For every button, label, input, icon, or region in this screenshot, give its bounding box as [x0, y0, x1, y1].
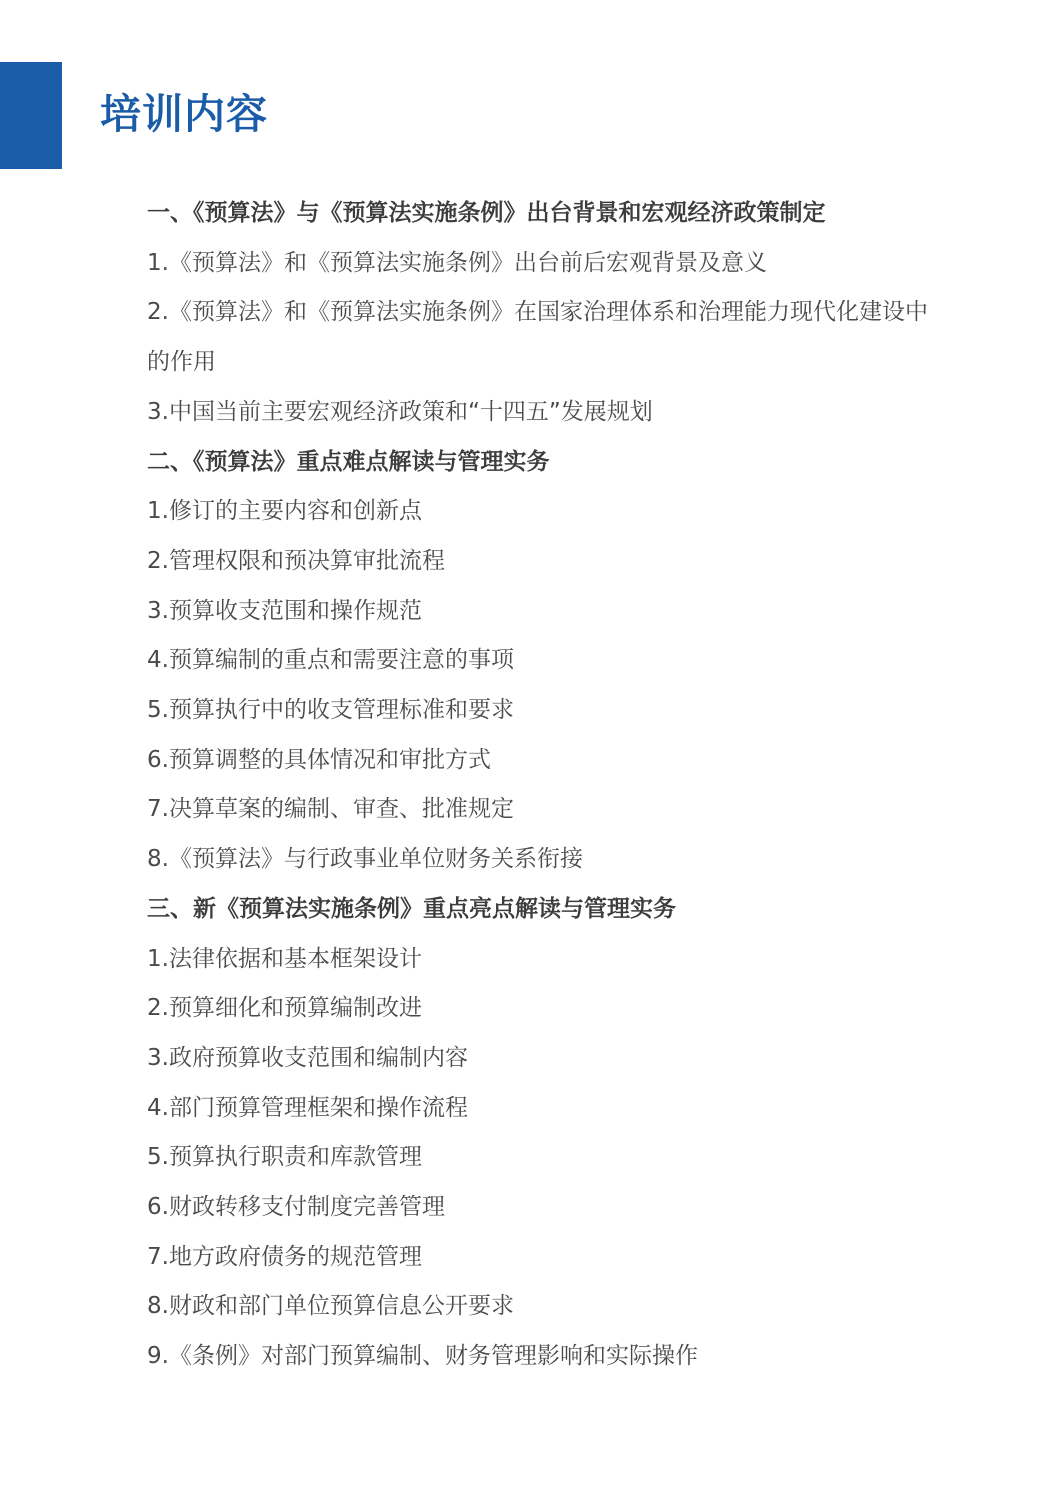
- section-1: [147, 189, 947, 438]
- list-item: 5.预算执行职责和库款管理: [147, 1144, 422, 1171]
- title-accent-bar: [0, 62, 62, 169]
- list-item: 6.预算调整的具体情况和审批方式: [147, 746, 491, 773]
- list-item: 6.财政转移支付制度完善管理: [147, 1194, 445, 1221]
- list-item: 1.《预算法》和《预算法实施条例》出台前后宏观背景及意义: [147, 249, 767, 276]
- list-item: 3.政府预算收支范围和编制内容: [147, 1044, 468, 1071]
- training-content: [147, 189, 947, 1382]
- list-item: 4.预算编制的重点和需要注意的事项: [147, 647, 514, 674]
- list-item: 3.预算收支范围和操作规范: [147, 597, 422, 624]
- list-item: 5.预算执行中的收支管理标准和要求: [147, 697, 514, 724]
- list-item: 2.《预算法》和《预算法实施条例》在国家治理体系和治理能力现代化建设中的作用: [147, 299, 928, 376]
- list-item: 9.《条例》对部门预算编制、财务管理影响和实际操作: [147, 1343, 698, 1370]
- section-heading: 一、《预算法》与《预算法实施条例》出台背景和宏观经济政策制定: [147, 200, 826, 226]
- list-item: 1.法律依据和基本框架设计: [147, 945, 422, 972]
- section-2: [147, 438, 947, 885]
- list-item: 8.财政和部门单位预算信息公开要求: [147, 1293, 514, 1320]
- list-item: 4.部门预算管理框架和操作流程: [147, 1094, 468, 1121]
- page-title: 培训内容: [100, 90, 268, 138]
- section-3: [147, 885, 947, 1382]
- list-item: 2.管理权限和预决算审批流程: [147, 547, 445, 574]
- list-item: 2.预算细化和预算编制改进: [147, 995, 422, 1022]
- section-heading: 三、新《预算法实施条例》重点亮点解读与管理实务: [147, 895, 676, 922]
- list-item: 8.《预算法》与行政事业单位财务关系衔接: [147, 846, 583, 873]
- list-item: 7.地方政府债务的规范管理: [147, 1243, 422, 1270]
- section-heading: 二、《预算法》重点难点解读与管理实务: [147, 448, 550, 475]
- list-item: 1.修订的主要内容和创新点: [147, 498, 422, 525]
- list-item: 7.决算草案的编制、审查、批准规定: [147, 796, 514, 823]
- list-item: 3.中国当前主要宏观经济政策和“十四五”发展规划: [147, 398, 653, 425]
